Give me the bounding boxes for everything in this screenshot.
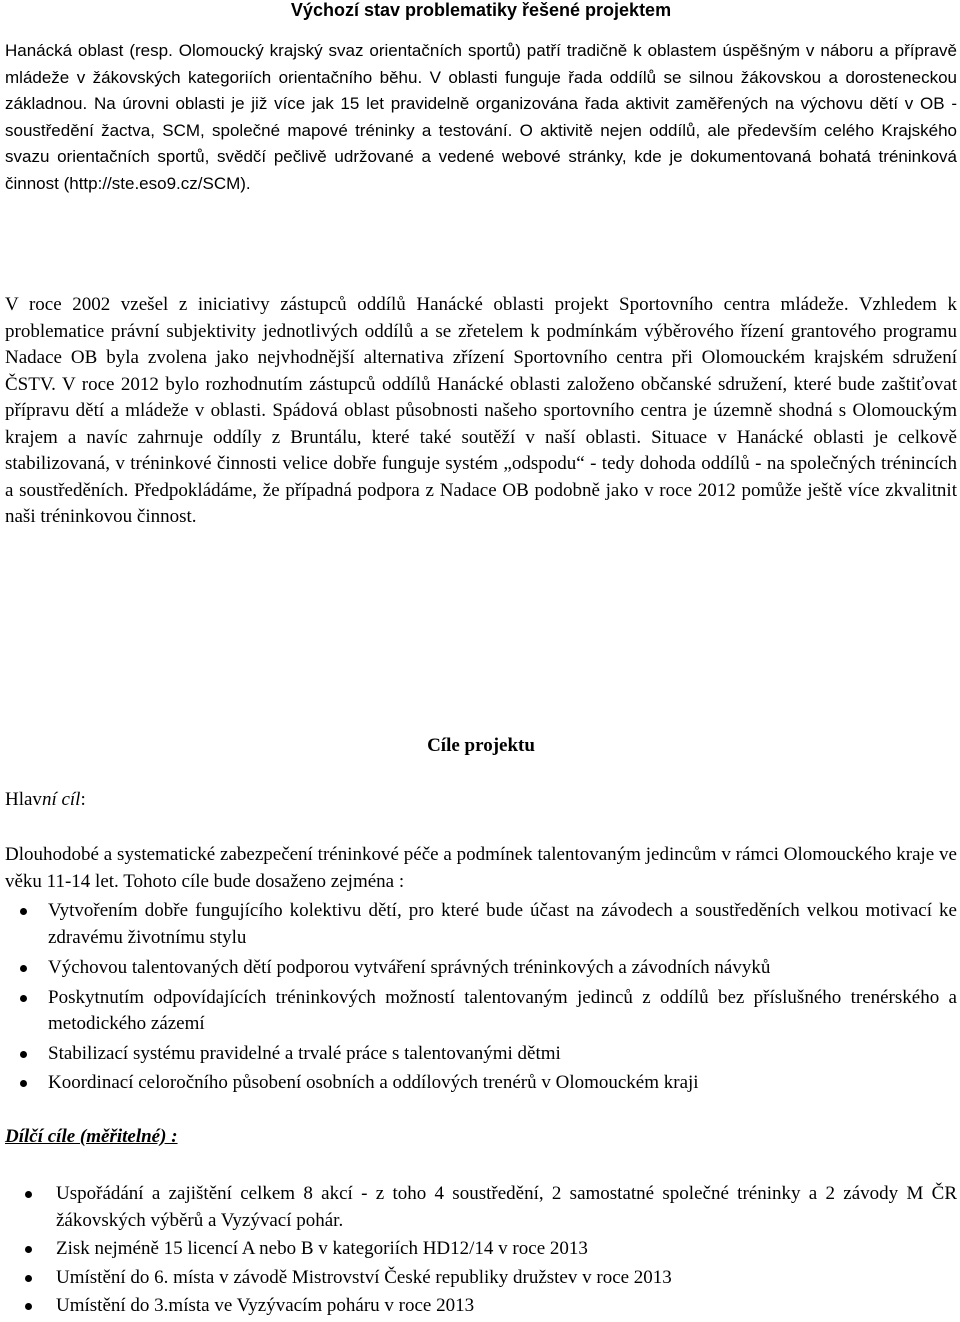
main-goal-label bbox=[5, 789, 86, 811]
main-goal-list bbox=[5, 898, 957, 1097]
bullet-icon bbox=[25, 1275, 32, 1282]
list-item-text: Umístění do 6. místa v závodě Mistrovství České republiky družstev v roce 2013 bbox=[56, 1266, 672, 1288]
list-item-text: Umístění do 3.místa ve Vyzývacím poháru v roce 2013 bbox=[56, 1295, 475, 1316]
bullet-icon bbox=[20, 1051, 27, 1058]
list-item-text: Zisk nejméně 15 licencí A nebo B v kategoriích HD12/14 v roce 2013 bbox=[56, 1238, 588, 1259]
bullet-icon bbox=[25, 1246, 32, 1253]
section-title: Výchozí stav problematiky řešené projektem bbox=[290, 0, 672, 20]
list-item-text: Výchovou talentovaných dětí podporou vytváření správných tréninkových a závodních návyků bbox=[48, 957, 771, 978]
bullet-icon bbox=[25, 1191, 32, 1198]
list-item bbox=[5, 1236, 957, 1263]
main-goal-label-a: Hlav bbox=[5, 789, 42, 810]
list-item bbox=[5, 898, 957, 951]
list-item-text: Vytvořením dobře fungujícího kolektivu dětí, pro které bude účast na závodech a soustředěních velkou motivací ke zdravému životnímu stylu bbox=[48, 900, 957, 948]
bullet-icon bbox=[20, 908, 27, 915]
partial-goal-list bbox=[5, 1181, 957, 1320]
bullet-icon bbox=[20, 995, 27, 1002]
list-item bbox=[5, 955, 957, 982]
list-item-text: Stabilizací systému pravidelné a trvalé práce s talentovanými dětmi bbox=[48, 1042, 561, 1064]
bullet-icon bbox=[25, 1303, 32, 1310]
goals-heading: Cíle projektu bbox=[427, 735, 535, 756]
list-item bbox=[5, 1181, 957, 1234]
list-item bbox=[5, 985, 957, 1038]
list-item bbox=[5, 1041, 957, 1068]
list-item bbox=[5, 1070, 957, 1097]
main-goal-label-c: : bbox=[80, 789, 86, 810]
main-goal-label-b: ní cíl bbox=[41, 789, 81, 810]
list-item bbox=[5, 1293, 957, 1320]
main-goal-text: Dlouhodobé a systematické zabezpečení tréninkové péče a podmínek talentovaným jedincům v rámci Olomouckého kraje ve věku 11-14 let. Tohoto cíle bude dosaženo zejména : bbox=[5, 844, 957, 892]
intro-paragraph: Hanácká oblast (resp. Olomoucký krajský svaz orientačních sportů) patří tradičně k oblastem úspěšným v náboru a přípravě mládeže v žákovských kategoriích orientačního běhu. V oblasti funguje řada oddílů se silnou žákovskou a dorosteneckou základnou. Na úrovni oblasti je již více jak 15 let pravidelně organizována řada aktivit zaměřených na výchovu dětí v OB - soustředění žactva, SCM, společné mapové tréninky a testování. O aktivitě nejen oddílů, ale především celého Krajského svazu orientačních sportů, svědčí pečlivě udržované a vedené webové stránky, kde je dokumentovaná bohatá tréninková činnost (http://ste.eso9.cz/SCM). bbox=[5, 41, 957, 193]
list-item-text: Uspořádání a zajištění celkem 8 akcí - z toho 4 soustředění, 2 samostatné společné tréninky a 2 závody M ČR žákovských výběrů a Vyzývací pohár. bbox=[56, 1183, 957, 1231]
bullet-icon bbox=[20, 1080, 27, 1087]
list-item bbox=[5, 1265, 957, 1292]
bullet-icon bbox=[20, 965, 27, 972]
list-item-text: Poskytnutím odpovídajících tréninkových možností talentovaným jedinců z oddílů bez příslušného trenérského a metodického zázemí bbox=[48, 986, 957, 1034]
history-paragraph: V roce 2002 vzešel z iniciativy zástupců oddílů Hanácké oblasti projekt Sportovního centra mládeže. Vzhledem k problematice právní subjektivity jednotlivých oddílů a se zřetelem k podmínkám výběrového řízení grantového programu Nadace OB byla zvolena jako nejvhodnější alternativa zřízení Sportovního centra při Olomouckém krajském sdružení ČSTV. V roce 2012 bylo rozhodnutím zástupců oddílů Hanácké oblasti založeno občanské sdružení, které bude zaštiťovat přípravu dětí a mládeže v oblasti. Spádová oblast působnosti našeho sportovního centra je územně shodná s Olomouckým krajem a navíc zahrnuje oddíly z Bruntálu, které také soutěží v naší oblasti. Situace v Hanácké oblasti je celkově stabilizovaná, v tréninkové činnosti velice dobře funguje systém „odspodu“ - tedy dohoda oddílů - na společných trénincích a soustředěních. Předpokládáme, že případná podpora z Nadace OB podobně jako v roce 2012 pomůže ještě více zkvalitnit naši tréninkovou činnost. bbox=[5, 294, 957, 527]
partial-goals-label: Dílčí cíle (měřitelné) : bbox=[5, 1126, 178, 1147]
list-item-text: Koordinací celoročního působení osobních a oddílových trenérů v Olomouckém kraji bbox=[48, 1072, 699, 1093]
